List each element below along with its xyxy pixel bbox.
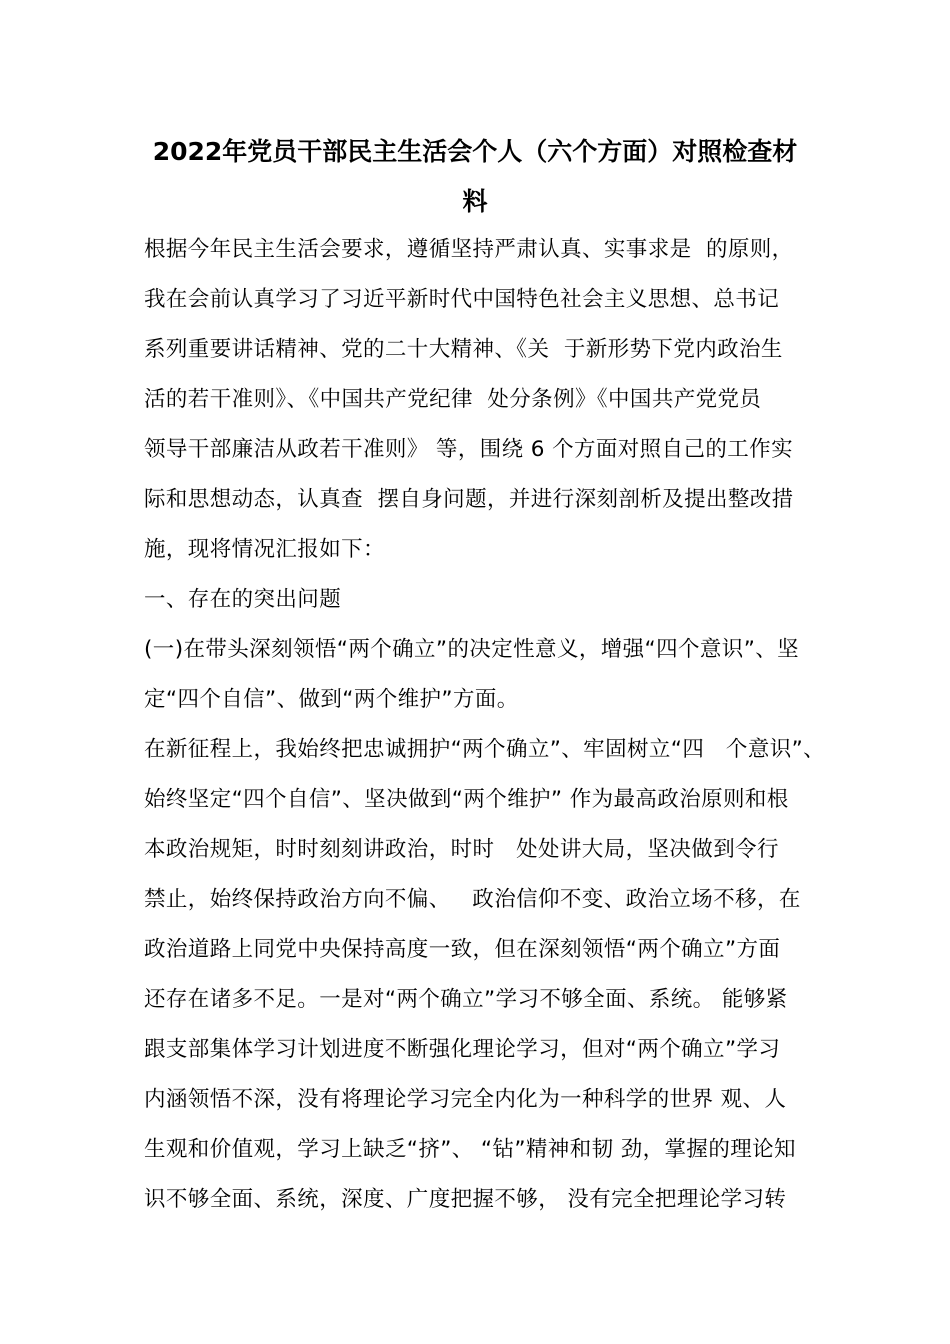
body-line: 际和思想动态，认真查 摆自身问题，并进行深刻剖析及提出整改措 xyxy=(144,487,794,512)
subsection-heading: 定“四个自信”、做到“两个维护”方面。 xyxy=(144,687,519,712)
body-line: 本政治规矩，时时刻刻讲政治，时时 处处讲大局，坚决做到令行 xyxy=(144,837,779,862)
body-line: 我在会前认真学习了习近平新时代中国特色社会主义思想、总书记 xyxy=(144,287,780,312)
body-line: 系列重要讲话精神、党的二十大精神、《关 于新形势下党内政治生 xyxy=(144,337,783,362)
body-line: 领导干部廉洁从政若干准则》 等，围绕 6 个方面对照自己的工作实 xyxy=(144,437,793,462)
body-line: 根据今年民主生活会要求，遵循坚持严肃认真、实事求是 的原则， xyxy=(144,237,794,262)
body-line: 始终坚定“四个自信”、坚决做到“两个维护” 作为最高政治原则和根 xyxy=(144,787,789,812)
body-line: 生观和价值观，学习上缺乏“挤”、 “钻”精神和韧 劲，掌握的理论知 xyxy=(144,1137,796,1162)
body-line: 还存在诸多不足。一是对“两个确立”学习不够全面、系统。 能够紧 xyxy=(144,987,788,1012)
section-heading: 一、存在的突出问题 xyxy=(144,587,342,612)
body-line: 在新征程上，我始终把忠诚拥护“两个确立”、牢固树立“四 个意识”、 xyxy=(144,737,826,762)
body-line: 跟支部集体学习计划进度不断强化理论学习，但对“两个确立”学习 xyxy=(144,1037,781,1062)
body-line: 政治道路上同党中央保持高度一致，但在深刻领悟“两个确立”方面 xyxy=(144,937,781,962)
body-line: 活的若干准则》、《中国共产党纪律 处分条例》《中国共产党党员 xyxy=(144,387,762,412)
document-title-line-2: 料 xyxy=(462,187,488,216)
document-title-line-1: 2022年党员干部民主生活会个人（六个方面）对照检查材 xyxy=(152,137,798,166)
subsection-heading: (一)在带头深刻领悟“两个确立”的决定性意义，增强“四个意识”、坚 xyxy=(144,637,800,662)
body-line: 识不够全面、系统，深度、广度把握不够， 没有完全把理论学习转 xyxy=(144,1187,787,1212)
body-line: 内涵领悟不深，没有将理论学习完全内化为一种科学的世界 观、人 xyxy=(144,1087,787,1112)
body-line: 施，现将情况汇报如下： xyxy=(144,537,385,562)
body-line: 禁止，始终保持政治方向不偏、 政治信仰不变、政治立场不移，在 xyxy=(144,887,801,912)
